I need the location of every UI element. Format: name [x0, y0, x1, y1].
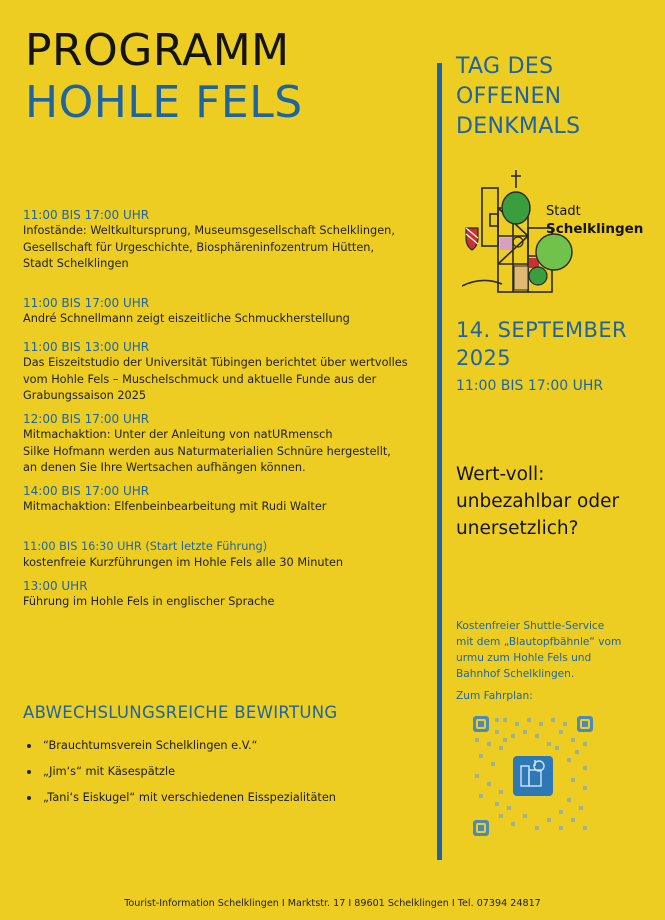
schedule-desc: Führung im Hohle Fels in englischer Sprache: [23, 595, 275, 608]
bullet-icon: [27, 770, 31, 774]
schedule-desc: Grabungssaison 2025: [23, 389, 147, 402]
list-item: [23, 738, 423, 754]
schedule-time: 12:00 BIS 17:00 UHR: [23, 412, 150, 426]
schedule-entry: [23, 411, 418, 477]
motto-line: unbezahlbar oder: [456, 491, 620, 512]
logo-text-stadt: Stadt: [546, 204, 581, 219]
event-title: [456, 52, 580, 142]
schedule-time: 11:00 BIS 17:00 UHR: [23, 208, 150, 222]
list-item-text: „Tani‘s Eiskugel“ mit verschiedenen Eisspezialitäten: [43, 791, 336, 804]
schedule-desc: Infostände: Weltkultursprung, Museumsgesellschaft Schelklingen,: [23, 224, 395, 237]
schedule-desc: Silke Hofmann werden aus Naturmaterialien Schnüre hergestellt,: [23, 444, 391, 458]
list-item-text: “Brauchtumsverein Schelklingen e.V.“: [43, 739, 258, 752]
footer-contact: Tourist-Information Schelklingen I Marktstr. 17 I 89601 Schelklingen I Tel. 07394 24817: [124, 898, 541, 909]
list-item: [23, 764, 423, 780]
qr-code-icon: [473, 716, 593, 836]
bullet-icon: [27, 796, 31, 800]
motto-line: Wert-voll:: [456, 464, 545, 485]
motto-line: unersetzlich?: [456, 518, 579, 539]
logo-text-town: Schelklingen: [546, 221, 644, 237]
shuttle-line: Bahnhof Schelklingen.: [456, 668, 575, 680]
event-date-line: 2025: [456, 346, 512, 370]
event-motto: [456, 461, 619, 542]
schedule-time: 13:00 UHR: [23, 579, 88, 593]
event-title-line: TAG DES: [456, 54, 554, 79]
schedule-desc: André Schnellmann zeigt eiszeitliche Schmuckherstellung: [23, 312, 350, 325]
shuttle-line: urmu zum Hohle Fels und: [456, 652, 592, 664]
shuttle-line: Kostenfreier Shuttle-Service: [456, 620, 605, 632]
schedule-desc: vom Hohle Fels – Muschelschmuck und aktuelle Funde aus der: [23, 372, 377, 386]
schedule-entry: [23, 207, 418, 273]
vertical-divider: [437, 63, 442, 860]
schedule-time: 14:00 BIS 17:00 UHR: [23, 484, 150, 498]
page-title-line2: HOHLE FELS: [25, 77, 303, 128]
event-title-line: OFFENEN: [456, 84, 562, 109]
timetable-label: Zum Fahrplan:: [456, 690, 533, 702]
schedule-time: 11:00 BIS 13:00 UHR: [23, 340, 150, 354]
event-date: [456, 316, 627, 372]
bullet-icon: [27, 744, 31, 748]
list-item: [23, 790, 423, 806]
shuttle-info: [456, 618, 656, 704]
schedule-desc: Mitmachaktion: Elfenbeinbearbeitung mit Rudi Walter: [23, 500, 327, 513]
schedule-desc: an denen Sie Ihre Wertsachen aufhängen können.: [23, 461, 306, 474]
event-title-line: DENKMALS: [456, 114, 581, 139]
timetable-qr-code[interactable]: [473, 716, 593, 836]
schedule-desc: Das Eiszeitstudio der Universität Tübingen berichtet über wertvolles: [23, 356, 408, 369]
schedule-desc: Gesellschaft für Urgeschichte, Biosphäreninfozentrum Hütten,: [23, 240, 375, 254]
schedule-time: 11:00 BIS 16:30 UHR (Start letzte Führung): [23, 540, 268, 553]
list-item-text: „Jim‘s“ mit Käsespätzle: [43, 765, 176, 778]
schedule-entry: [23, 539, 418, 572]
schelklingen-logo: [462, 168, 644, 294]
schedule-entry: [23, 339, 418, 405]
catering-title: ABWECHSLUNGSREICHE BEWIRTUNG: [23, 703, 338, 722]
schedule-desc: Stadt Schelklingen: [23, 257, 129, 270]
schedule-desc: kostenfreie Kurzführungen im Hohle Fels alle 30 Minuten: [23, 556, 344, 569]
page-title-line1: PROGRAMM: [25, 25, 290, 76]
schedule-entry: [23, 483, 418, 516]
shuttle-line: mit dem „Blautopfbähnle“ vom: [456, 636, 622, 648]
schedule-entry: [23, 578, 418, 611]
catering-list: [23, 738, 423, 816]
schedule-desc: Mitmachaktion: Unter der Anleitung von natURmensch: [23, 428, 333, 441]
event-date-line: 14. SEPTEMBER: [456, 318, 628, 342]
event-time: 11:00 BIS 17:00 UHR: [456, 378, 604, 394]
schedule-entry: [23, 295, 418, 328]
schedule-time: 11:00 BIS 17:00 UHR: [23, 296, 150, 310]
